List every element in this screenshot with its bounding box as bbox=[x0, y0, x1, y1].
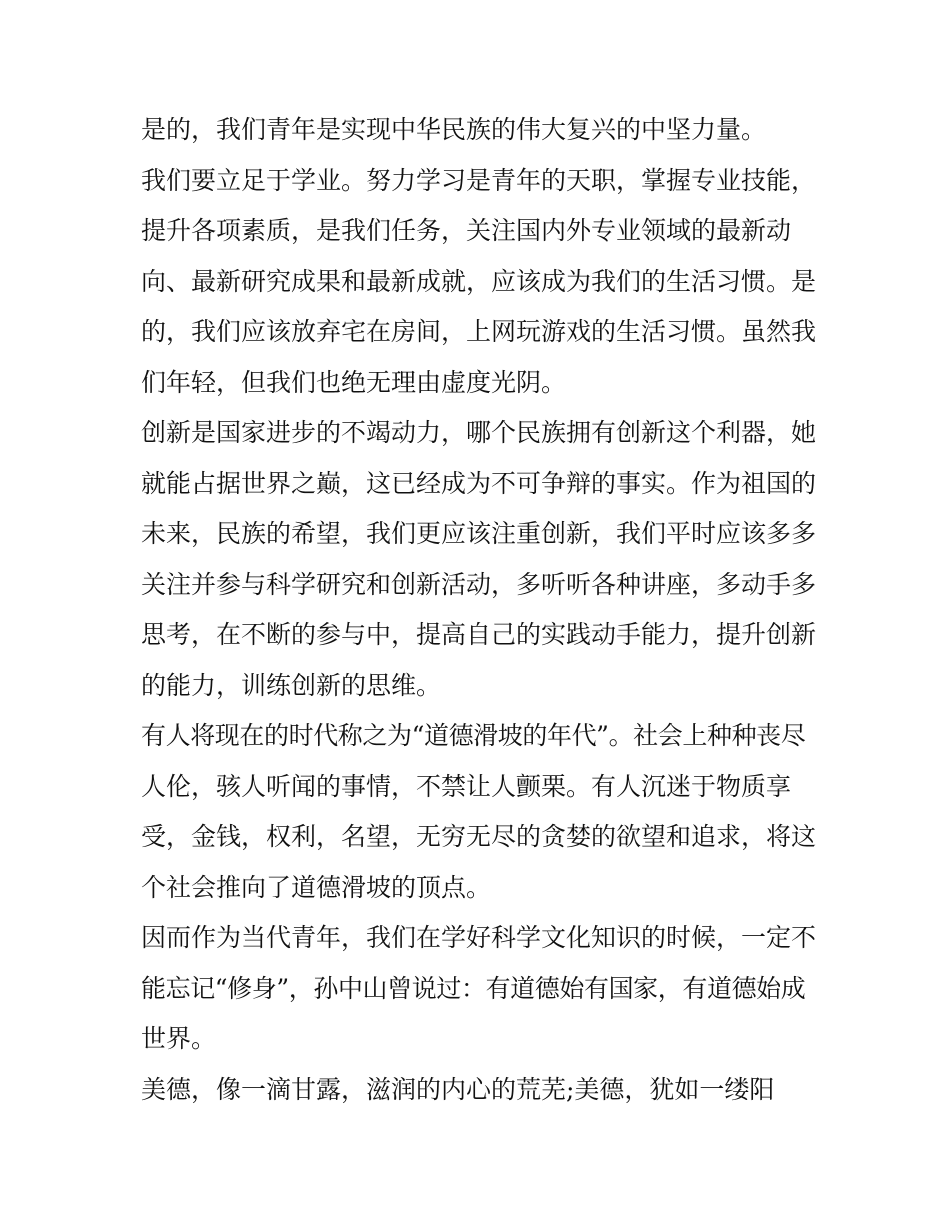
text-line: 提升各项素质，是我们任务，关注国内外专业领域的最新动 bbox=[141, 216, 792, 245]
text-line: 个社会推向了道德滑坡的顶点。 bbox=[141, 872, 492, 902]
text-line: 是的，我们青年是实现中华民族的伟大复兴的中坚力量。 bbox=[141, 115, 767, 144]
text-line: 未来，民族的希望，我们更应该注重创新，我们平时应该多多 bbox=[141, 519, 817, 548]
text-line: 向、最新研究成果和最新成就，应该成为我们的生活习惯。是 bbox=[141, 266, 817, 296]
text-line: 们年轻，但我们也绝无理由虚度光阴。 bbox=[141, 367, 567, 397]
text-line: 就能占据世界之巅，这已经成为不可争辩的事实。作为祖国的 bbox=[141, 468, 817, 498]
text-line: 受，金钱，权利，名望，无穷无尽的贪婪的欲望和追求，将这 bbox=[141, 822, 817, 851]
text-line: 美德，像一滴甘露，滋润的内心的荒芜;美德，犹如一缕阳 bbox=[141, 1074, 775, 1104]
text-line: 思考，在不断的参与中，提高自己的实践动手能力，提升创新 bbox=[141, 620, 817, 649]
text-line: 有人将现在的时代称之为“道德滑坡的年代”。社会上种种丧尽 bbox=[141, 721, 806, 750]
document-body bbox=[141, 105, 821, 1115]
text-line: 创新是国家进步的不竭动力，哪个民族拥有创新这个利器，她 bbox=[141, 418, 817, 447]
text-line: 能忘记“修身”，孙中山曾说过：有道德始有国家，有道德始成 bbox=[141, 973, 806, 1003]
text-line: 的能力，训练创新的思维。 bbox=[141, 670, 442, 700]
text-line: 的，我们应该放弃宅在房间，上网玩游戏的生活习惯。虽然我 bbox=[141, 317, 817, 346]
text-line: 人伦，骇人听闻的事情，不禁让人颤栗。有人沉迷于物质享 bbox=[141, 771, 792, 801]
text-line: 我们要立足于学业。努力学习是青年的天职，掌握专业技能， bbox=[141, 165, 817, 195]
text-line: 关注并参与科学研究和创新活动，多听听各种讲座，多动手多 bbox=[141, 569, 817, 599]
text-line: 世界。 bbox=[141, 1024, 217, 1053]
text-line: 因而作为当代青年，我们在学好科学文化知识的时候，一定不 bbox=[141, 923, 817, 952]
